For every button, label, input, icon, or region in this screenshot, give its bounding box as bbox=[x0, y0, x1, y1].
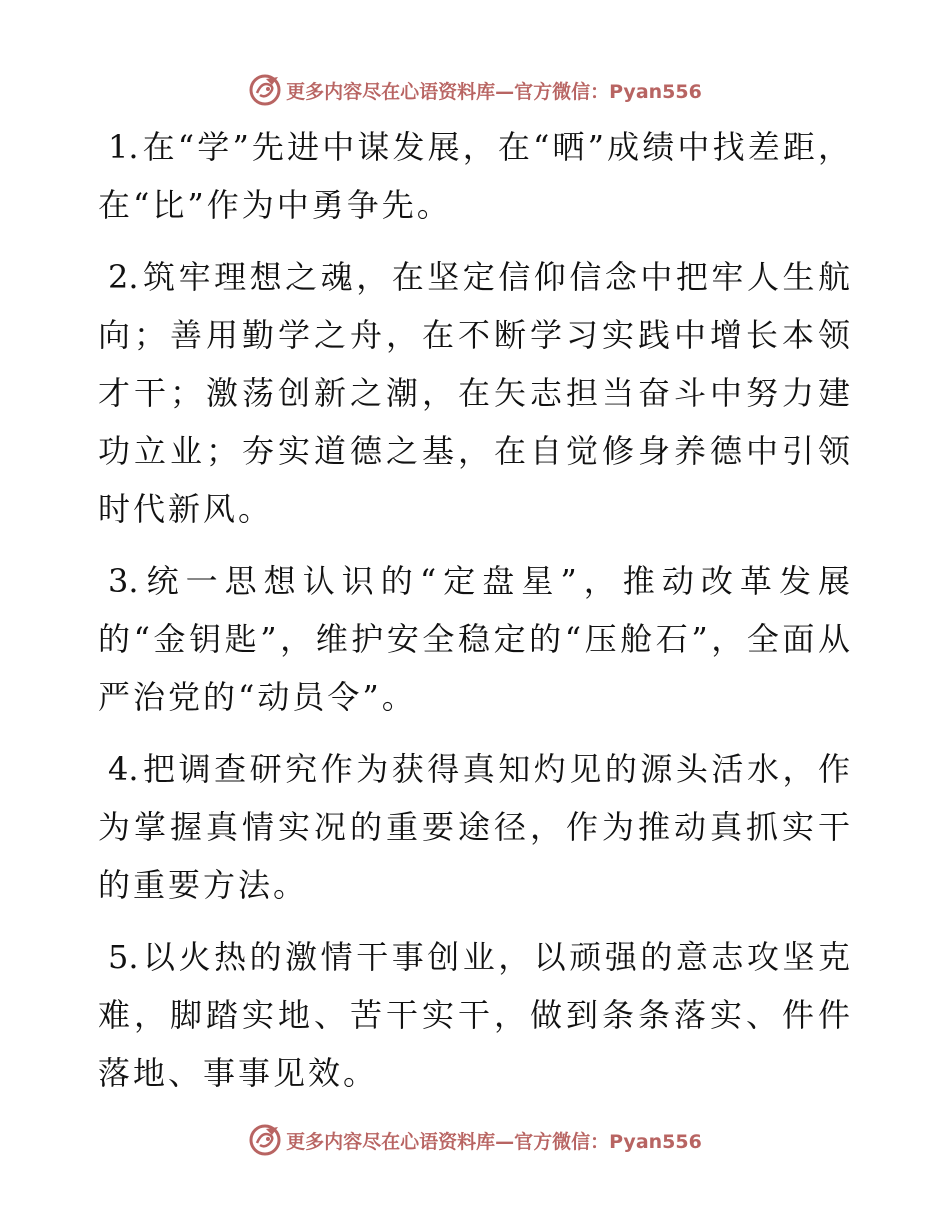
item-text: 以火热的激情干事创业，以顽强的意志攻坚克难，脚踏实地、苦干实干，做到条条落实、件件落地、事事见效。 bbox=[98, 938, 853, 1092]
item-number: 4. bbox=[108, 750, 139, 788]
item-number: 5. bbox=[108, 938, 139, 976]
list-item-3 bbox=[98, 552, 853, 726]
header-watermark bbox=[0, 70, 950, 110]
item-text: 在“学”先进中谋发展，在“晒”成绩中找差距，在“比”作为中勇争先。 bbox=[98, 128, 853, 224]
watermark-text: 更多内容尽在心语资料库—官方微信：Pyan556 bbox=[286, 80, 702, 103]
dragon-seal-logo-icon bbox=[248, 73, 282, 107]
item-number: 1. bbox=[108, 128, 139, 166]
item-text: 把调查研究作为获得真知灼见的源头活水，作为掌握真情实况的重要途径，作为推动真抓实干的重要方法。 bbox=[98, 750, 853, 904]
watermark-text: 更多内容尽在心语资料库—官方微信：Pyan556 bbox=[286, 1130, 702, 1153]
list-item-1 bbox=[98, 118, 853, 234]
footer-watermark bbox=[0, 1120, 950, 1160]
list-item-5 bbox=[98, 928, 853, 1102]
dragon-seal-logo-icon bbox=[248, 1123, 282, 1157]
item-number: 2. bbox=[108, 258, 139, 296]
document-body bbox=[98, 118, 853, 1116]
item-number: 3. bbox=[108, 562, 139, 600]
item-text: 统一思想认识的“定盘星”，推动改革发展的“金钥匙”，维护安全稳定的“压舱石”，全面从严治党的“动员令”。 bbox=[98, 562, 853, 716]
list-item-2 bbox=[98, 248, 853, 538]
item-text: 筑牢理想之魂，在坚定信仰信念中把牢人生航向；善用勤学之舟，在不断学习实践中增长本领才干；激荡创新之潮，在矢志担当奋斗中努力建功立业；夯实道德之基，在自觉修身养德中引领时代新风。 bbox=[98, 258, 853, 528]
list-item-4 bbox=[98, 740, 853, 914]
